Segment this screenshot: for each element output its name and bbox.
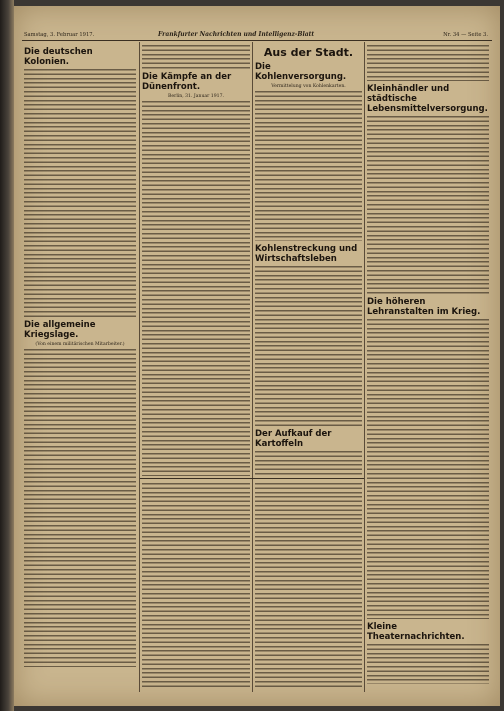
- headline-stadt: Aus der Stadt.: [263, 46, 354, 59]
- headline-kleinhaendler: Kleinhändler und städtische Lebensmittelversorgung.: [367, 84, 488, 114]
- headline-kohlenstreckung: Kohlenstreckung und Wirtschaftsleben: [255, 244, 358, 264]
- masthead-rule: [22, 40, 492, 41]
- lower-column-2: [142, 482, 250, 692]
- column-divider: [364, 42, 365, 692]
- kriegslage-byline: (Von einem militärischen Mitarbeiter.): [35, 342, 125, 347]
- headline-kohlenversorgung: Die Kohlenversorgung.: [255, 62, 347, 82]
- body-text: [255, 451, 362, 476]
- headline-kriegslage: Die allgemeine Kriegslage.: [24, 320, 96, 340]
- body-text: [142, 483, 250, 689]
- headline-theater: Kleine Theaternachrichten.: [367, 622, 465, 642]
- column-4: [367, 44, 489, 694]
- column-1: [24, 44, 136, 694]
- kaempfe-dateline: Berlin, 31. Januar 1917.: [168, 94, 224, 99]
- masthead: [20, 30, 494, 40]
- body-text: [142, 101, 250, 476]
- body-text: [367, 644, 489, 684]
- body-text: [367, 319, 489, 619]
- body-text: [255, 91, 362, 241]
- newspaper-title: Frankfurter Nachrichten und Intelligenz-Blatt: [158, 31, 315, 38]
- column-divider: [139, 42, 140, 692]
- column-divider: [252, 42, 253, 692]
- kohlen-subheading: Vermittelung von Kohlenkarten.: [271, 84, 346, 89]
- lower-column-3: [255, 482, 362, 692]
- body-text: [255, 483, 362, 689]
- body-text: [367, 45, 489, 81]
- page-left-edge: [0, 0, 14, 711]
- page-number: Nr. 34 — Seite 3.: [443, 32, 488, 38]
- column-2: [142, 44, 250, 476]
- headline-kaempfe: Die Kämpfe an der Dünenfront.: [142, 72, 232, 92]
- body-text: [255, 266, 362, 426]
- body-text: [367, 116, 489, 294]
- headline-kartoffeln: Der Aufkauf der Kartoffeln: [255, 429, 332, 449]
- headline-kolonien: Die deutschen Kolonien.: [24, 47, 93, 67]
- issue-date: Samstag, 3. Februar 1917.: [24, 32, 95, 38]
- column-3: [255, 44, 362, 476]
- headline-hoehere-lehranstalten: Die höheren Lehranstalten im Krieg.: [367, 297, 481, 317]
- body-text: [24, 349, 136, 667]
- section-rule: [140, 478, 364, 479]
- body-text: [24, 69, 136, 317]
- body-text: [142, 45, 250, 69]
